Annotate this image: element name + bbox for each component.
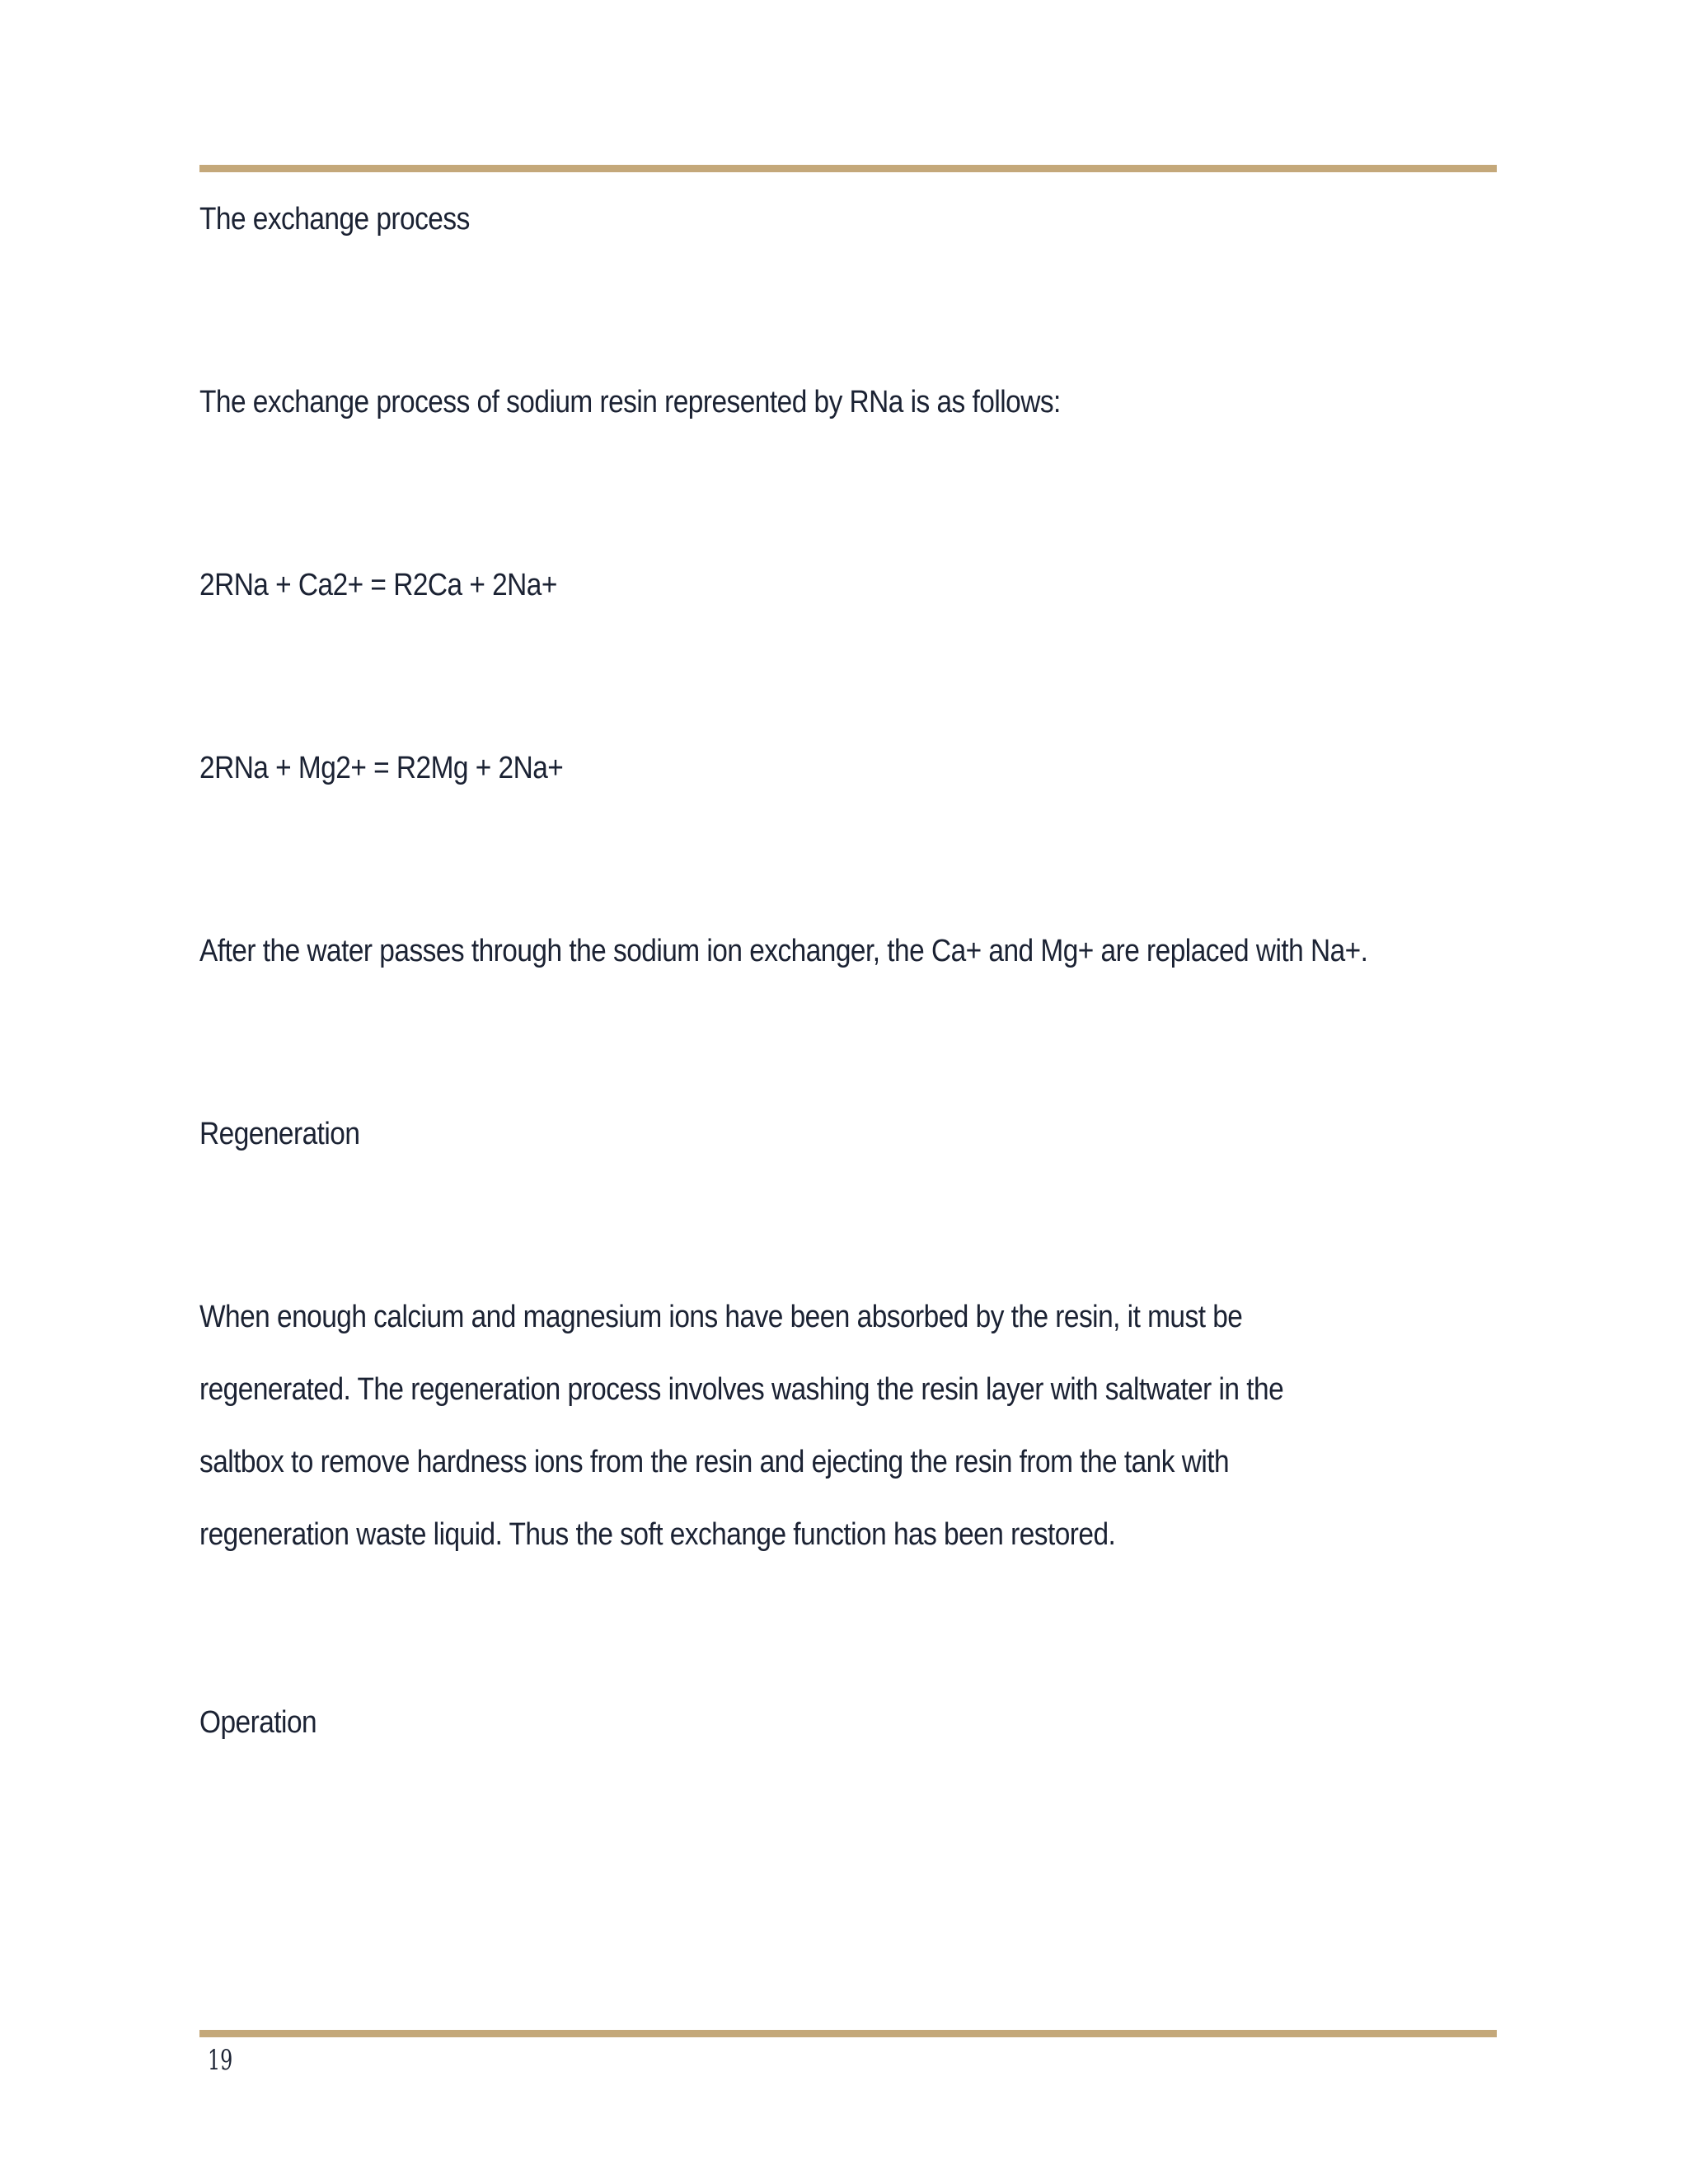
regeneration-paragraph xyxy=(199,1281,1447,1571)
heading-regeneration: Regeneration xyxy=(199,1117,360,1151)
equation-calcium: 2RNa + Ca2+ = R2Ca + 2Na+ xyxy=(199,568,557,602)
regeneration-line: regenerated. The regeneration process involves washing the resin layer with saltwater in the xyxy=(199,1372,1284,1407)
regeneration-line: regeneration waste liquid. Thus the soft exchange function has been restored. xyxy=(199,1517,1116,1552)
intro-paragraph: The exchange process of sodium resin represented by RNa is as follows: xyxy=(199,385,1061,419)
regeneration-line: saltbox to remove hardness ions from the resin and ejecting the resin from the tank with xyxy=(199,1445,1230,1479)
equation-magnesium: 2RNa + Mg2+ = R2Mg + 2Na+ xyxy=(199,751,564,785)
bottom-rule xyxy=(199,2030,1497,2037)
exchange-result-paragraph: After the water passes through the sodium ion exchanger, the Ca+ and Mg+ are replaced with Na+. xyxy=(199,934,1368,968)
heading-exchange-process: The exchange process xyxy=(199,202,470,237)
heading-operation: Operation xyxy=(199,1705,317,1740)
page-number: 19 xyxy=(208,2044,233,2077)
top-rule xyxy=(199,165,1497,172)
regeneration-line: When enough calcium and magnesium ions have been absorbed by the resin, it must be xyxy=(199,1300,1243,1334)
